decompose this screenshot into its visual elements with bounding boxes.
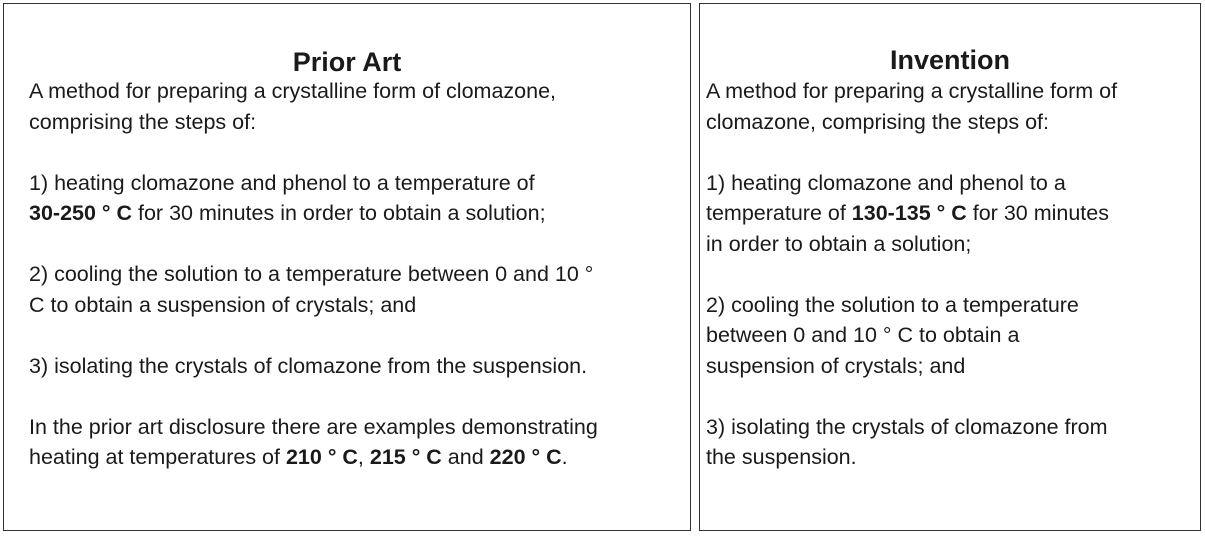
invention-intro bbox=[706, 76, 1194, 137]
invention-panel bbox=[699, 3, 1201, 531]
prior-art-note-end: . bbox=[561, 445, 568, 469]
invention-step2-line1: 2) cooling the solution to a temperature bbox=[706, 292, 1079, 317]
prior-art-intro-line1: A method for preparing a crystalline form of clomazone, bbox=[29, 79, 557, 103]
invention-step-3 bbox=[706, 412, 1194, 473]
prior-art-note-temp-2: 215 ° C bbox=[369, 445, 442, 469]
invention-intro-line2: clomazone, comprising the steps of: bbox=[706, 109, 1049, 134]
prior-art-note-pre: heating at temperatures of bbox=[29, 445, 286, 469]
prior-art-step1-rest: for 30 minutes in order to obtain a solution; bbox=[132, 201, 546, 225]
prior-art-step2-line2: C to obtain a suspension of crystals; and bbox=[29, 292, 417, 317]
prior-art-step1-temperature: 30-250 ° C bbox=[29, 201, 133, 225]
invention-step2-line3: suspension of crystals; and bbox=[706, 353, 966, 378]
prior-art-panel bbox=[3, 3, 691, 531]
invention-intro-line1: A method for preparing a crystalline form of bbox=[706, 79, 1118, 103]
invention-title: Invention bbox=[890, 45, 1010, 75]
prior-art-step-3 bbox=[29, 351, 684, 382]
prior-art-note-temp-1: 210 ° C bbox=[285, 445, 358, 469]
invention-step2-line2: between 0 and 10 ° C to obtain a bbox=[706, 323, 1020, 347]
prior-art-note bbox=[29, 412, 684, 473]
prior-art-note-sep-1: , bbox=[357, 445, 370, 469]
prior-art-step-1 bbox=[29, 168, 684, 229]
invention-step1-line3: in order to obtain a solution; bbox=[706, 231, 972, 256]
prior-art-note-line1: In the prior art disclosure there are examples demonstrating bbox=[29, 414, 598, 439]
prior-art-note-temp-3: 220 ° C bbox=[489, 445, 562, 469]
prior-art-step1-line1: 1) heating clomazone and phenol to a temperature of bbox=[29, 170, 535, 195]
invention-step3-line1: 3) isolating the crystals of clomazone from bbox=[706, 414, 1108, 439]
invention-step1-temperature: 130-135 ° C bbox=[851, 201, 967, 225]
invention-step1-pre: temperature of bbox=[706, 201, 852, 225]
invention-step-1 bbox=[706, 168, 1194, 260]
prior-art-step2-line1: 2) cooling the solution to a temperature between 0 and 10 ° bbox=[29, 262, 594, 286]
prior-art-step-2 bbox=[29, 259, 684, 320]
invention-step-2 bbox=[706, 290, 1194, 382]
prior-art-step3-text: 3) isolating the crystals of clomazone from the suspension. bbox=[29, 353, 588, 378]
invention-step1-line1: 1) heating clomazone and phenol to a bbox=[706, 170, 1066, 195]
prior-art-intro bbox=[29, 76, 684, 137]
prior-art-intro-line2: comprising the steps of: bbox=[29, 109, 257, 134]
prior-art-note-sep-2: and bbox=[441, 445, 490, 469]
invention-step1-rest: for 30 minutes bbox=[966, 201, 1109, 225]
prior-art-title: Prior Art bbox=[292, 47, 402, 77]
invention-step3-line2: the suspension. bbox=[706, 445, 857, 469]
